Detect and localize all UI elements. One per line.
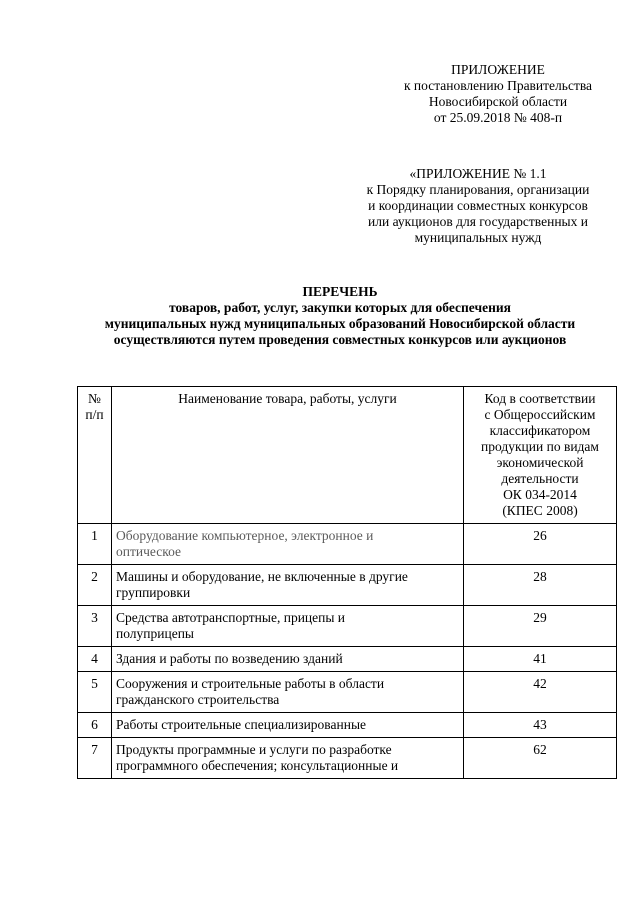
row-code: 43 [464, 713, 617, 738]
row-name-line: Здания и работы по возведению зданий [116, 651, 343, 666]
table-row [78, 606, 617, 647]
header-number-line: п/п [85, 407, 104, 422]
appendix-header-line: Новосибирской области [428, 94, 568, 109]
header-name-text: Наименование товара, работы, услуги [178, 391, 397, 406]
row-code: 26 [464, 524, 617, 565]
row-name-line: Сооружения и строительные работы в области [116, 676, 385, 691]
header-code-line: Код в соответствии [484, 391, 596, 406]
row-code: 42 [464, 672, 617, 713]
row-name-line: гражданского строительства [116, 692, 280, 707]
title-line: осуществляются путем проведения совместных конкурсов или аукционов [113, 332, 567, 347]
table-row [78, 524, 617, 565]
row-name-line: полуприцепы [116, 626, 194, 641]
sub-appendix-header [340, 166, 616, 246]
row-number: 2 [78, 565, 112, 606]
title-line: товаров, работ, услуг, закупки которых для обеспечения [169, 300, 511, 315]
row-name-line: программного обеспечения; консультационные и [116, 758, 399, 773]
row-name-line: Средства автотранспортные, прицепы и [116, 610, 346, 625]
row-name [112, 713, 464, 738]
row-name [112, 738, 464, 779]
row-number: 7 [78, 738, 112, 779]
header-code-line: экономической [496, 455, 584, 470]
table-row [78, 713, 617, 738]
title-heading: ПЕРЕЧЕНЬ [302, 284, 378, 299]
procurement-table [77, 386, 617, 779]
sub-appendix-header-line: или аукционов для государственных и [368, 214, 588, 229]
row-name [112, 565, 464, 606]
appendix-header-line: от 25.09.2018 № 408-п [433, 110, 563, 125]
appendix-header-line: к постановлению Правительства [403, 78, 593, 93]
sub-appendix-header-line: и координации совместных конкурсов [368, 198, 588, 213]
header-code-line: деятельности [501, 471, 579, 486]
header-code [464, 387, 617, 524]
row-name-line: группировки [116, 585, 191, 600]
sub-appendix-header-line: «ПРИЛОЖЕНИЕ № 1.1 [409, 166, 547, 181]
table-row [78, 565, 617, 606]
header-name [112, 387, 464, 524]
row-number: 1 [78, 524, 112, 565]
row-name-line: Продукты программные и услуги по разработке [116, 742, 392, 757]
document-title [40, 284, 640, 348]
sub-appendix-header-line: муниципальных нужд [414, 230, 542, 245]
table-header-row [78, 387, 617, 524]
sub-appendix-header-line: к Порядку планирования, организации [366, 182, 590, 197]
table-row [78, 647, 617, 672]
header-code-line: ОК 034-2014 [503, 487, 577, 502]
row-code: 29 [464, 606, 617, 647]
header-number [78, 387, 112, 524]
row-name-line: Оборудование компьютерное, электронное и [116, 528, 374, 543]
row-number: 5 [78, 672, 112, 713]
header-code-line: с Общероссийским [484, 407, 596, 422]
row-number: 3 [78, 606, 112, 647]
appendix-header-line: ПРИЛОЖЕНИЕ [451, 62, 545, 77]
row-number: 4 [78, 647, 112, 672]
header-number-line: № [88, 391, 101, 406]
row-code: 41 [464, 647, 617, 672]
row-number: 6 [78, 713, 112, 738]
appendix-header [380, 62, 616, 126]
row-name [112, 524, 464, 565]
table-row [78, 672, 617, 713]
row-name-line: Работы строительные специализированные [116, 717, 367, 732]
row-code: 62 [464, 738, 617, 779]
row-name [112, 606, 464, 647]
table-row [78, 738, 617, 779]
header-code-line: продукции по видам [481, 439, 599, 454]
row-name [112, 672, 464, 713]
row-name-line: Машины и оборудование, не включенные в другие [116, 569, 408, 584]
header-code-line: классификатором [489, 423, 591, 438]
row-name [112, 647, 464, 672]
row-name-line: оптическое [116, 544, 181, 559]
row-code: 28 [464, 565, 617, 606]
title-line: муниципальных нужд муниципальных образований Новосибирской области [104, 316, 576, 331]
header-code-line: (КПЕС 2008) [502, 503, 578, 518]
